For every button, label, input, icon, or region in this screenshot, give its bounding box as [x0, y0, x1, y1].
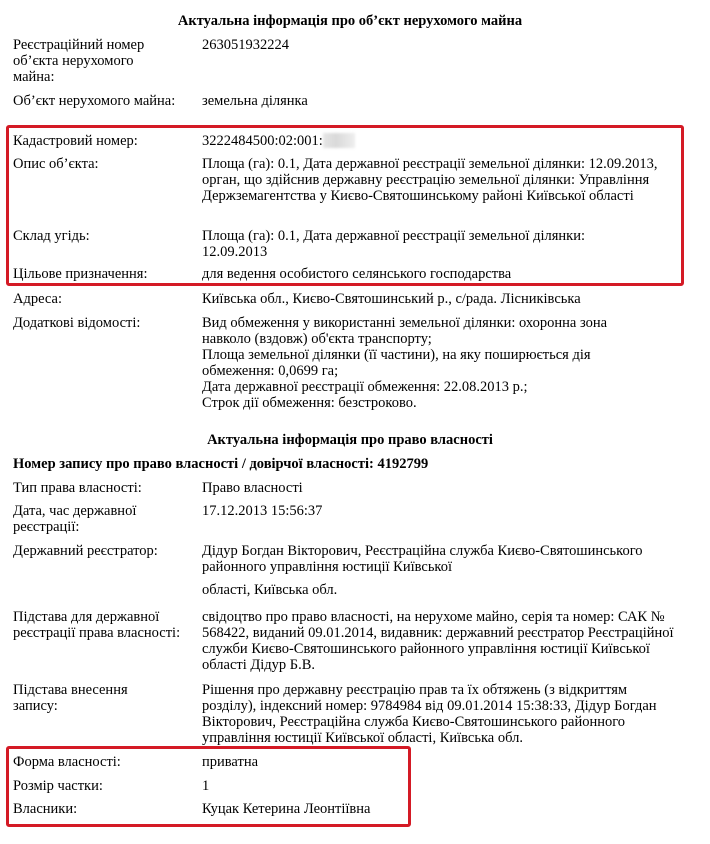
label-intended-purpose: Цільове призначення: — [13, 266, 148, 282]
ownership-record-header: Номер запису про право власності / довірчої власності: 4192799 — [13, 456, 429, 472]
label-ownership-type: Тип права власності: — [13, 480, 142, 496]
value-additional-info — [202, 315, 642, 411]
additional-info-line: Дата державної реєстрації обмеження: 22.08.2013 р.; — [202, 379, 528, 395]
label-entry-basis: Підстава внесення запису: — [13, 682, 128, 714]
section-title-ownership: Актуальна інформація про право власності — [207, 432, 493, 448]
value-registration-datetime: 17.12.2013 15:56:37 — [202, 503, 323, 519]
value-owners: Куцак Кетерина Леонтіївна — [202, 801, 371, 817]
value-object-description: Площа (га): 0.1, Дата державної реєстрації земельної ділянки: 12.09.2013, орган, що здійснив державну реєстрацію земельної ділянки: Управління Держземагентства у Києво-Святошинському районі Київської області — [202, 156, 658, 204]
registrar-line: області, Київська обл. — [202, 582, 338, 598]
highlight-box-cadastral — [6, 125, 684, 286]
value-property-object: земельна ділянка — [202, 93, 308, 109]
label-owners: Власники: — [13, 801, 78, 817]
value-state-registrar — [202, 543, 672, 598]
label-registration-basis: Підстава для державної реєстрації права власності: — [13, 609, 181, 641]
label-land-composition: Склад угідь: — [13, 228, 90, 244]
label-cadastral-number: Кадастровий номер: — [13, 133, 138, 149]
highlight-box-owners — [6, 746, 411, 827]
label-property-object: Об’єкт нерухомого майна: — [13, 93, 176, 109]
registrar-line: Дідур Богдан Вікторович, Реєстраційна служба Києво-Святошинського районного управління юстиції Київської — [202, 543, 643, 575]
label-registration-datetime: Дата, час державної реєстрації: — [13, 503, 137, 535]
value-intended-purpose: для ведення особистого селянського господарства — [202, 266, 512, 282]
value-entry-basis: Рішення про державну реєстрацію прав та їх обтяжень (з відкриттям розділу), індексний номер: 9784984 від 09.01.2014 15:38:33, Дідур Богдан Вікторович, Реєстраційна служба Києво-Святошинського районного управління юстиції Київської області, Київська обл. — [202, 682, 657, 746]
value-address: Київська обл., Києво-Святошинський р., с/рада. Лісниківська — [202, 291, 581, 307]
label-share-size: Розмір частки: — [13, 778, 103, 794]
additional-info-line: Строк дії обмеження: безстроково. — [202, 395, 417, 411]
value-ownership-form: приватна — [202, 754, 259, 770]
value-land-composition: Площа (га): 0.1, Дата державної реєстрації земельної ділянки: 12.09.2013 — [202, 228, 585, 260]
label-ownership-form: Форма власності: — [13, 754, 121, 770]
label-object-description: Опис об’єкта: — [13, 156, 99, 172]
additional-info-line: Площа земельної ділянки (її частини), на яку поширюється дія обмеження: 0,0699 га; — [202, 347, 591, 379]
value-share-size: 1 — [202, 778, 210, 794]
section-title-property-object: Актуальна інформація про об’єкт нерухомого майна — [177, 13, 523, 29]
value-ownership-type: Право власності — [202, 480, 303, 496]
value-registration-number: 263051932224 — [202, 37, 289, 53]
additional-info-line: Вид обмеження у використанні земельної ділянки: охоронна зона навколо (вздовж) об'єкта транспорту; — [202, 315, 608, 347]
label-address: Адреса: — [13, 291, 62, 307]
label-additional-info: Додаткові відомості: — [13, 315, 141, 331]
value-registration-basis: свідоцтво про право власності, на нерухоме майно, серія та номер: САК № 568422, виданий 09.01.2014, видавник: державний реєстратор Реєстраційної служби Києво-Святошинського районного управління юстиції Київської області Дідур Б.В. — [202, 609, 674, 673]
label-state-registrar: Державний реєстратор: — [13, 543, 158, 559]
cadastral-number-text: 3222484500:02:001: — [202, 133, 323, 149]
label-registration-number: Реєстраційний номер об’єкта нерухомого майна: — [13, 37, 145, 85]
